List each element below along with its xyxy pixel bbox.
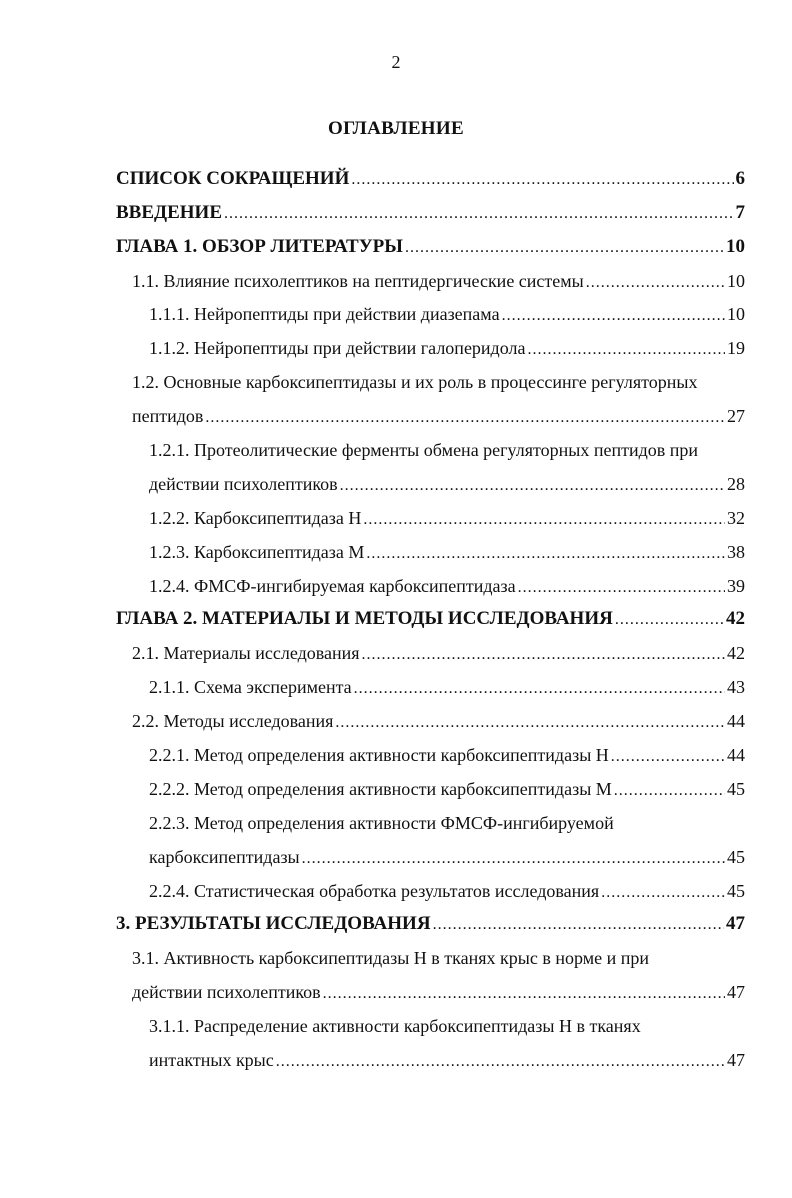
toc-entry-page: 27 [727, 406, 745, 427]
toc-entry-label: 1.2.2. Карбоксипептидаза Н [149, 507, 362, 528]
toc-entry-label: 2.1.1. Схема эксперимента [149, 677, 352, 698]
toc-entry-2-2-3[interactable] [0, 806, 792, 840]
dot-leader [335, 714, 725, 732]
toc-entry-chapter-3[interactable] [0, 908, 792, 942]
toc-entry-label-continuation: действии психолептиков [149, 473, 338, 494]
toc-entry-label-continuation: действии психолептиков [132, 982, 321, 1003]
toc-entry-introduction[interactable] [0, 196, 792, 230]
toc-entry-page: 42 [726, 608, 745, 630]
dot-leader [354, 680, 725, 698]
toc-entry-label: ГЛАВА 2. МАТЕРИАЛЫ И МЕТОДЫ ИССЛЕДОВАНИЯ [116, 608, 613, 630]
toc-entry-page: 19 [727, 338, 745, 359]
toc-entry-page: 44 [727, 711, 745, 732]
dot-leader [351, 171, 733, 189]
toc-entry-page: 38 [727, 541, 745, 562]
toc-entry-2-1[interactable] [0, 636, 792, 670]
toc-entry-label: 2.2.2. Метод определения активности карбоксипептидазы М [149, 778, 612, 799]
toc-title: ОГЛАВЛЕНИЕ [328, 118, 464, 139]
dot-leader [363, 511, 725, 529]
dot-leader [518, 579, 725, 597]
dot-leader [340, 477, 725, 495]
toc-entry-label-continuation: карбоксипептидазы [149, 846, 300, 867]
toc-entry-page: 7 [735, 201, 745, 223]
toc-entry-page: 6 [735, 167, 745, 189]
dot-leader [366, 545, 725, 563]
toc-entry-2-2-1[interactable] [0, 738, 792, 772]
toc-entry-page: 47 [726, 913, 745, 935]
toc-entry-chapter-1[interactable] [0, 230, 792, 264]
toc-entry-label: ВВЕДЕНИЕ [116, 201, 222, 223]
toc-entry-label: 2.2.4. Статистическая обработка результатов исследования [149, 880, 600, 901]
dot-leader [405, 239, 724, 257]
toc-entry-list-of-abbreviations[interactable] [0, 162, 792, 196]
toc-entry-3-1[interactable] [0, 941, 792, 975]
toc-entry-page: 47 [727, 982, 745, 1003]
toc-entry-label: 2.2.3. Метод определения активности ФМСФ-ингибируемой [149, 812, 614, 833]
toc-entry-page: 45 [727, 778, 745, 799]
toc-entry-label: 2.2. Методы исследования [132, 711, 334, 732]
toc-entry-label: 1.2. Основные карбоксипептидазы и их роль в процессинге регуляторных [132, 372, 698, 393]
toc-entry-label: 1.1.2. Нейропептиды при действии галоперидола [149, 338, 526, 359]
dot-leader [276, 1053, 725, 1071]
toc-entry-page: 32 [727, 507, 745, 528]
dot-leader [205, 409, 725, 427]
toc-entry-1-1-1[interactable] [0, 298, 792, 332]
toc-entry-1-2-4[interactable] [0, 569, 792, 603]
toc-entry-1-2-1-continuation[interactable] [0, 467, 792, 501]
toc-entry-page: 42 [727, 643, 745, 664]
toc-entry-1-2-3[interactable] [0, 535, 792, 569]
toc-entry-page: 45 [727, 880, 745, 901]
toc-entry-label: ГЛАВА 1. ОБЗОР ЛИТЕРАТУРЫ [116, 235, 403, 257]
dot-leader [224, 205, 734, 223]
toc-entry-1-2-2[interactable] [0, 501, 792, 535]
toc-entry-label: 3.1. Активность карбоксипептидазы Н в тканях крыс в норме и при [132, 948, 649, 969]
toc-entry-page: 44 [727, 745, 745, 766]
dot-leader [433, 916, 724, 934]
dot-leader [586, 274, 725, 292]
toc-entry-label: 1.2.3. Карбоксипептидаза М [149, 541, 365, 562]
toc-entry-label: 1.2.1. Протеолитические ферменты обмена регуляторных пептидов при [149, 440, 699, 461]
table-of-contents [0, 162, 792, 1077]
toc-entry-1-1[interactable] [0, 264, 792, 298]
dot-leader [614, 782, 725, 800]
toc-entry-page: 10 [726, 235, 745, 257]
toc-entry-label: 1.1.1. Нейропептиды при действии диазепама [149, 304, 500, 325]
toc-entry-1-2-continuation[interactable] [0, 399, 792, 433]
toc-entry-3-1-1-continuation[interactable] [0, 1043, 792, 1077]
page-number: 2 [391, 52, 401, 72]
toc-entry-1-2[interactable] [0, 365, 792, 399]
toc-entry-label: 1.2.4. ФМСФ-ингибируемая карбоксипептидаза [149, 575, 516, 596]
toc-entry-page: 45 [727, 846, 745, 867]
dot-leader [362, 646, 725, 664]
toc-entry-2-2-2[interactable] [0, 772, 792, 806]
toc-entry-page: 39 [727, 575, 745, 596]
toc-entry-chapter-2[interactable] [0, 603, 792, 637]
toc-entry-page: 10 [727, 270, 745, 291]
toc-entry-1-1-2[interactable] [0, 331, 792, 365]
toc-entry-page: 43 [727, 677, 745, 698]
toc-entry-label: 1.1. Влияние психолептиков на пептидергические системы [132, 270, 584, 291]
toc-entry-page: 28 [727, 473, 745, 494]
toc-entry-label: СПИСОК СОКРАЩЕНИЙ [116, 167, 350, 189]
toc-entry-3-1-continuation[interactable] [0, 975, 792, 1009]
toc-entry-label: 2.1. Материалы исследования [132, 643, 360, 664]
dot-leader [502, 307, 725, 325]
dot-leader [611, 748, 725, 766]
toc-entry-page: 10 [727, 304, 745, 325]
toc-entry-3-1-1[interactable] [0, 1009, 792, 1043]
toc-entry-2-2-3-continuation[interactable] [0, 840, 792, 874]
dot-leader [527, 341, 725, 359]
toc-entry-page: 47 [727, 1050, 745, 1071]
toc-entry-2-2[interactable] [0, 704, 792, 738]
dot-leader [615, 611, 724, 629]
dot-leader [323, 985, 725, 1003]
dot-leader [302, 850, 725, 868]
toc-entry-label: 3. РЕЗУЛЬТАТЫ ИССЛЕДОВАНИЯ [116, 913, 431, 935]
toc-entry-label-continuation: пептидов [132, 406, 204, 427]
toc-entry-1-2-1[interactable] [0, 433, 792, 467]
toc-entry-label: 3.1.1. Распределение активности карбоксипептидазы Н в тканях [149, 1016, 641, 1037]
toc-entry-2-2-4[interactable] [0, 874, 792, 908]
dot-leader [601, 884, 725, 902]
toc-entry-label-continuation: интактных крыс [149, 1050, 274, 1071]
toc-entry-2-1-1[interactable] [0, 670, 792, 704]
toc-entry-label: 2.2.1. Метод определения активности карбоксипептидазы Н [149, 745, 609, 766]
